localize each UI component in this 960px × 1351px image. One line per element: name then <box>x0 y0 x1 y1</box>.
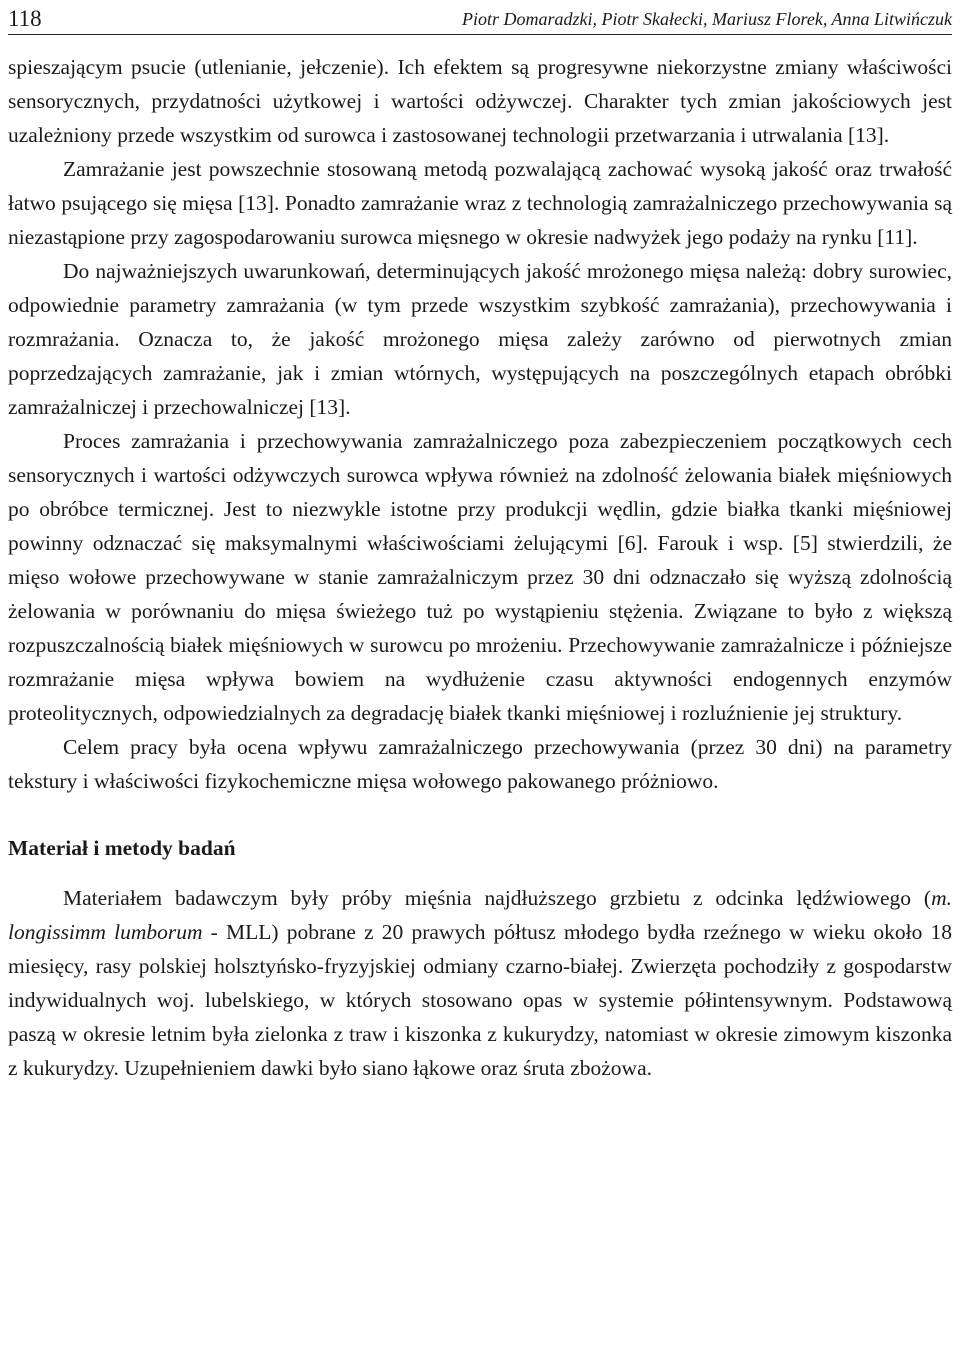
paragraph-freezing: Zamrażanie jest powszechnie stosowaną metodą pozwalającą zachować wysoką jakość oraz trwałość łatwo psującego się mięsa [13]. Ponadto zamrażanie wraz z technologią zamrażalniczego przechowywania są niezastąpione przy zagospodarowaniu surowca mięsnego w okresie nadwyżek jego podaży na rynku [11]. <box>8 157 952 249</box>
body-text <box>8 50 952 1085</box>
running-header <box>8 0 952 35</box>
latin-muscle-name: m. longissimm lumborum <box>8 886 952 944</box>
page-number: 118 <box>8 6 42 31</box>
section-heading-methods: Materiał i metody badań <box>8 836 236 860</box>
material-text-start: Materiałem badawczym były próby mięśnia najdłuższego grzbietu z odcinka lędźwiowego ( <box>63 886 932 910</box>
paragraph-aim: Celem pracy była ocena wpływu zamrażalniczego przechowywania (przez 30 dni) na parametry tekstury i właściwości fizykochemiczne mięsa wołowego pakowanego próżniowo. <box>8 735 952 793</box>
paragraph-gelation: Proces zamrażania i przechowywania zamrażalniczego poza zabezpieczeniem początkowych cech sensorycznych i wartości odżywczych surowca wpływa również na zdolność żelowania białek mięśniowych po obróbce termicznej. Jest to niezwykle istotne przy produkcji wędlin, gdzie białka tkanki mięśniowej powinny odznaczać się maksymalnymi właściwościami żelującymi [6]. Farouk i wsp. [5] stwierdzili, że mięso wołowe przechowywane w stanie zamrażalniczym przez 30 dni odznaczało się wyższą zdolnością żelowania w porównaniu do mięsa świeżego tuż po wystąpieniu stężenia. Związane to było z większą rozpuszczalnością białek mięśniowych w surowcu po mrożeniu. Przechowywanie zamrażalnicze i późniejsze rozmrażanie mięsa wpływa bowiem na wydłużenie czasu aktywności endogennych enzymów proteolitycznych, odpowiedzialnych za degradację białek tkanki mięśniowej i rozluźnienie jej struktury. <box>8 429 952 725</box>
paragraph-conditions: Do najważniejszych uwarunkowań, determinujących jakość mrożonego mięsa należą: dobry surowiec, odpowiednie parametry zamrażania (w tym przede wszystkim szybkość zamrażania), przechowywania i rozmrażania. Oznacza to, że jakość mrożonego mięsa zależy zarówno od pierwotnych zmian poprzedzających zamrażanie, jak i zmian wtórnych, występujących na poszczególnych etapach obróbki zamrażalniczej i przechowalniczej [13]. <box>8 259 952 419</box>
paragraph-material <box>8 881 952 1085</box>
running-header-authors: Piotr Domaradzki, Piotr Skałecki, Mariusz Florek, Anna Litwińczuk <box>462 9 952 29</box>
paragraph-continued: spieszającym psucie (utlenianie, jełczenie). Ich efektem są progresywne niekorzystne zmiany właściwości sensorycznych, przydatności użytkowej i wartości odżywczej. Charakter tych zmian jakościowych jest uzależniony przede wszystkim od surowca i zastosowanej technologii przetwarzania i utrwalania [13]. <box>8 55 952 147</box>
document-page <box>8 0 952 1085</box>
material-text-end: - MLL) pobrane z 20 prawych półtusz młodego bydła rzeźnego w wieku około 18 miesięcy, rasy polskiej holsztyńsko-fryzyjskiej odmiany czarno-białej. Zwierzęta pochodziły z gospodarstw indywidualnych woj. lubelskiego, w których stosowano opas w systemie półintensywnym. Podstawową paszą w okresie letnim była zielonka z traw i kiszonka z kukurydzy, natomiast w okresie zimowym kiszonka z kukurydzy. Uzupełnieniem dawki było siano łąkowe oraz śruta zbożowa. <box>8 920 952 1080</box>
